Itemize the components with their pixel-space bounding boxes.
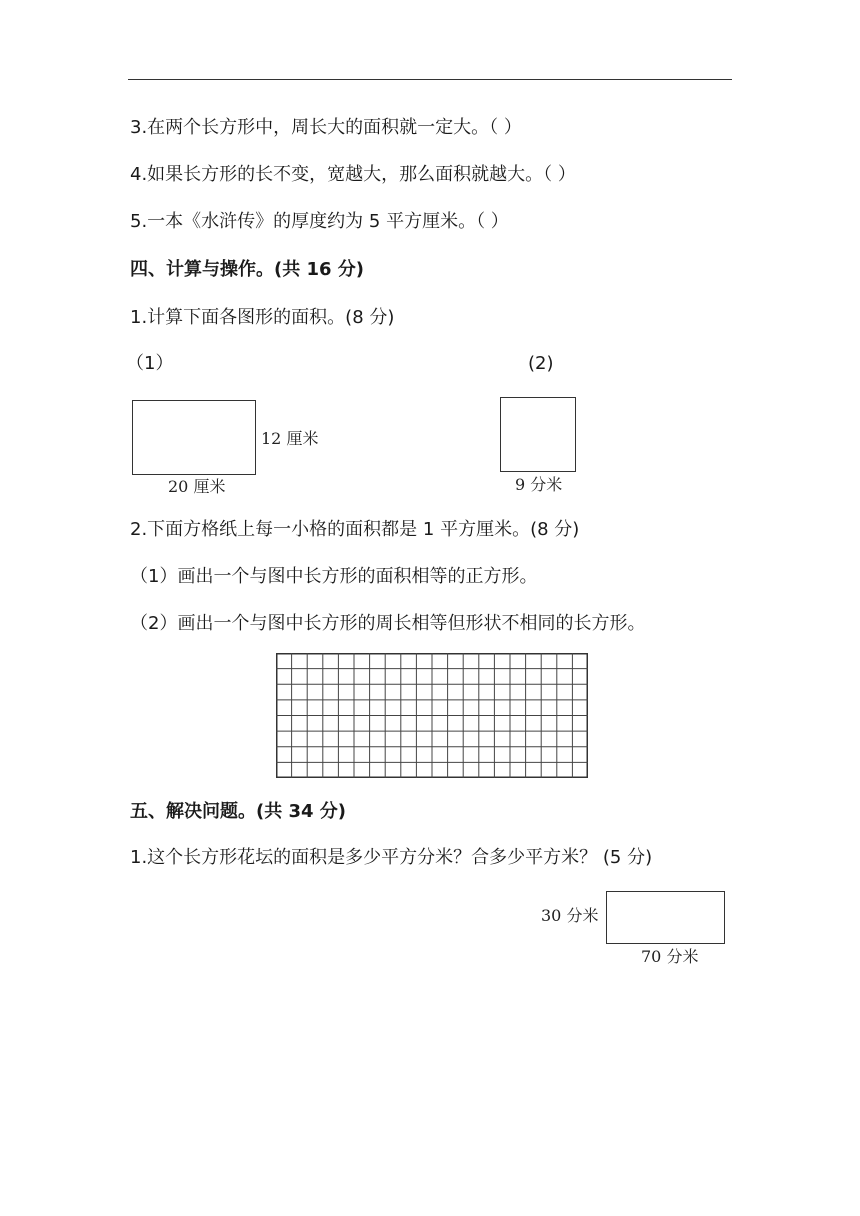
header-rule — [128, 79, 732, 80]
judgment-question-4: 4.如果长方形的长不变，宽越大，那么面积就越大。（ ） — [130, 164, 576, 185]
square-figure-2 — [500, 397, 576, 472]
section-4-question-2-part-2: （2）画出一个与图中长方形的周长相等但形状不相同的长方形。 — [130, 613, 646, 634]
square-grid-paper — [276, 653, 588, 778]
judgment-question-3: 3.在两个长方形中，周长大的面积就一定大。（ ） — [130, 117, 522, 138]
figure-2-bottom-label: 9 分米 — [515, 475, 563, 494]
figure-1-bottom-label: 20 厘米 — [168, 477, 226, 496]
flowerbed-bottom-label: 70 分米 — [641, 947, 699, 966]
section-4-question-1: 1.计算下面各图形的面积。(8 分) — [130, 307, 395, 328]
figure-1-side-label: 12 厘米 — [261, 429, 319, 448]
flowerbed-side-label: 30 分米 — [541, 906, 599, 925]
section-4-question-2-part-1: （1）画出一个与图中长方形的面积相等的正方形。 — [130, 566, 538, 587]
section-5-title: 五、解决问题。(共 34 分) — [130, 801, 347, 822]
figure-1-tag: （1） — [126, 353, 174, 374]
judgment-question-5: 5.一本《水浒传》的厚度约为 5 平方厘米。（ ） — [130, 211, 509, 232]
figure-2-tag: (2) — [528, 353, 554, 374]
section-5-question-1: 1.这个长方形花坛的面积是多少平方分米？合多少平方米？ (5 分) — [130, 847, 653, 868]
section-4-question-2: 2.下面方格纸上每一小格的面积都是 1 平方厘米。(8 分) — [130, 519, 580, 540]
flowerbed-rectangle — [606, 891, 725, 944]
section-4-title: 四、计算与操作。(共 16 分) — [130, 259, 365, 280]
rectangle-figure-1 — [132, 400, 256, 475]
